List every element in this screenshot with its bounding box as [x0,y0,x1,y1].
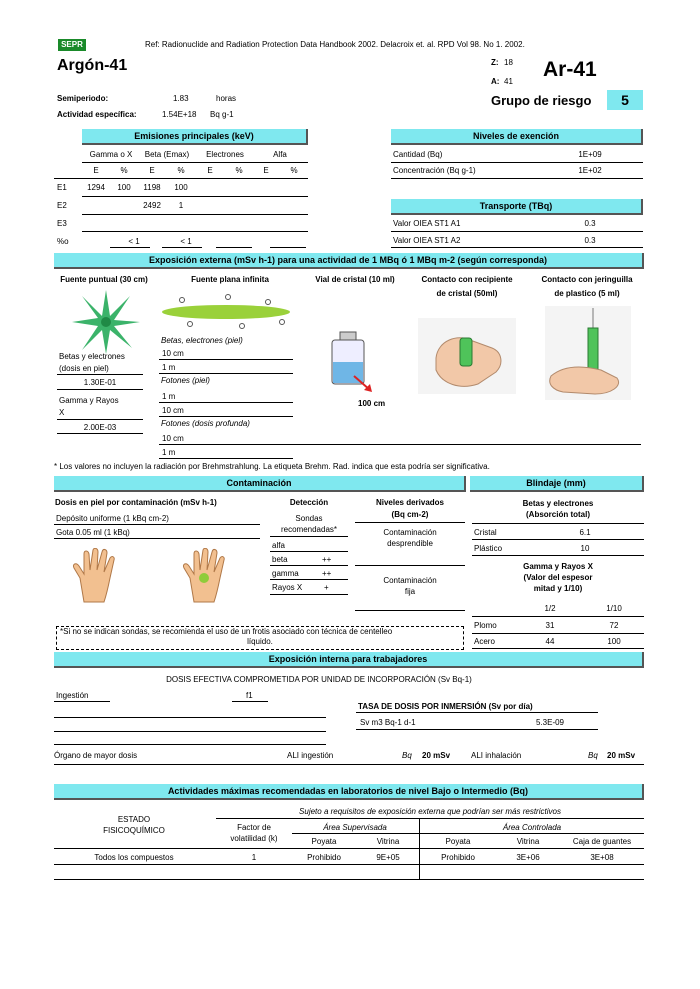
gamma-label: Gamma y Rayos [59,396,119,405]
col-glovebox: Caja de guantes [572,837,632,846]
probe-name: Rayos X [272,583,303,592]
uniform-deposit: Depósito uniforme (1 kBq cm-2) [56,514,169,523]
probes-title-sub: recomendadas* [280,525,338,534]
z-value: 18 [504,58,513,67]
col-vial: Vial de cristal (10 ml) [315,275,395,284]
state-value: Todos los compuestos [94,853,174,862]
labs-note: Sujeto a requisitos de exposición externa que podrían ser más restrictivos [299,807,561,816]
fixed-contamination: Contaminación [383,576,437,585]
shielding-title: Blindaje (mm) [470,476,644,492]
removable-contamination-sub: desprendible [387,539,433,548]
emission-cell: < 1 [180,237,192,246]
controlled-area: Área Controlada [502,823,562,832]
emission-cell: 100 [117,183,131,192]
probe-name: gamma [272,569,299,578]
half-life-unit: horas [216,94,237,103]
group-beta: Beta (Emax) [144,150,190,159]
half-value-header: 1/2 [544,604,556,613]
emission-cell: 1294 [87,183,105,192]
gamma-dose-value: 2.00E-03 [83,423,117,432]
point-source-icon [70,288,142,356]
distance-10cm: 10 cm [162,406,184,415]
sepr-logo: SEPR [58,39,86,51]
sub-e: E [149,166,155,175]
row-label: E1 [57,183,67,192]
col-vitrina: Vitrina [516,837,540,846]
plastic-value: 10 [580,544,590,553]
derived-levels-unit: (Bq cm-2) [391,510,429,519]
probe-value: + [324,583,329,592]
supervised-area: Área Supervisada [323,823,387,832]
transport-title: Transporte (TBq) [391,199,643,215]
state-header: ESTADO [117,815,151,824]
plane-source-icon [160,294,295,330]
probe-value: ++ [322,569,332,578]
group-electrons: Electrones [206,150,244,159]
transport-value: 0.3 [584,236,596,245]
plane-betas-label: Betas, electrones (piel) [161,336,243,345]
lab-value: Prohibido [307,853,341,862]
lead-label: Plomo [474,621,497,630]
detection-title: Detección [289,498,329,507]
crystal-value: 6.1 [579,528,591,537]
factor-value: 1 [251,853,257,862]
ali-inhalation-label: ALI inhalación [471,751,522,760]
hand-container-icon [418,318,516,394]
steel-tenth: 100 [607,637,621,646]
steel-label: Acero [474,637,495,646]
shield-beta-sub: (Absorción total) [526,510,590,519]
shield-gamma-sub: (Valor del espesor [523,573,593,582]
sub-e: E [207,166,213,175]
skin-dose-title: Dosis en piel por contaminación (mSv h-1) [55,498,217,507]
sub-e: E [93,166,99,175]
col-plane-source: Fuente plana infinita [191,275,269,284]
beta-label-sub: (dosis en piel) [59,364,109,373]
lab-value: Prohibido [441,853,475,862]
col-syringe: Contacto con jeringuilla [541,275,633,284]
risk-group-value: 5 [607,90,643,110]
nuclide-name: Argón-41 [57,57,128,74]
transport-value: 0.3 [584,219,596,228]
state-header-sub: FISICOQUÍMICO [103,826,165,835]
distance-1m: 1 m [162,448,176,457]
distance-1m: 1 m [162,392,176,401]
plastic-label: Plástico [474,544,503,553]
ingestion-label: Ingestión [56,691,89,700]
probe-name: alfa [272,541,285,550]
exemption-value: 1E+09 [578,150,602,159]
half-life-value: 1.83 [173,94,189,103]
probes-note: *Si no se indican sondas, se recomienda el uso de un frotis asociado con técnica de centelleo [60,627,393,636]
immersion-unit: Sv m3 Bq-1 d-1 [360,718,416,727]
immersion-value: 5.3E-09 [535,718,565,727]
steel-half: 44 [545,637,555,646]
vial-distance: 100 cm [358,399,386,408]
activity-value: 1.54E+18 [162,110,197,119]
shield-gamma-sub2: mitad y 1/10) [533,584,583,593]
beta-dose-value: 1.30E-01 [83,378,117,387]
shield-beta-title: Betas y electrones [522,499,594,508]
row-label: E2 [57,201,67,210]
hand-drop-icon [182,548,240,604]
exemption-value: 1E+02 [578,166,602,175]
gamma-label-sub: X [59,408,65,417]
sub-pct: % [120,166,128,175]
lead-tenth: 72 [609,621,619,630]
lab-value: 9E+05 [376,853,400,862]
emission-cell: 1 [178,201,184,210]
half-life-label: Semiperiodo: [57,94,109,103]
drop-deposit: Gota 0.05 ml (1 kBq) [56,528,130,537]
ali-inhalation-value: 20 mSv [607,751,636,760]
derived-levels-title: Niveles derivados [375,498,445,507]
distance-1m: 1 m [162,363,176,372]
group-gamma: Gamma o X [89,150,133,159]
distance-10cm: 10 cm [162,349,184,358]
f1-label: f1 [246,691,253,700]
internal-exposure-title: Exposición interna para trabajadores [54,652,644,668]
vial-icon [328,328,378,398]
transport-label: Valor OIEA ST1 A2 [393,236,461,245]
factor-header: Factor de [237,823,271,832]
emission-cell: 2492 [143,201,161,210]
sub-e: E [263,166,269,175]
ali-ingestion-unit: Bq [402,751,412,760]
emission-cell: 1198 [143,183,161,192]
distance-10cm: 10 cm [162,434,184,443]
transport-label: Valor OIEA ST1 A1 [393,219,461,228]
col-poyata: Poyata [311,837,337,846]
a-value: 41 [504,77,513,86]
tenth-value-header: 1/10 [606,604,622,613]
probe-name: beta [272,555,288,564]
fixed-contamination-sub: fija [404,587,416,596]
exemption-title: Niveles de exención [391,129,643,145]
contamination-title: Contaminación [54,476,466,492]
exemption-label: Cantidad (Bq) [393,150,443,159]
crystal-label: Cristal [474,528,497,537]
probes-note-sub: líquido. [247,637,273,646]
col-vitrina: Vitrina [376,837,400,846]
emission-cell: < 1 [128,237,140,246]
sub-pct: % [290,166,298,175]
sub-pct: % [177,166,185,175]
external-note: * Los valores no incluyen la radiación por Brehmstrahlung. La etiqueta Brehm. Rad. indica que esta podría ser significativa. [54,462,490,471]
removable-contamination: Contaminación [383,528,437,537]
col-syringe-sub: de plastico (5 ml) [554,289,620,298]
syringe-icon [545,306,631,400]
plane-photons-deep-label: Fotones (dosis profunda) [161,419,250,428]
critical-organ-label: Órgano de mayor dosis [54,751,138,760]
risk-label: Grupo de riesgo [491,93,592,108]
col-container: Contacto con recipiente [421,275,513,284]
lead-half: 31 [545,621,555,630]
col-poyata: Poyata [445,837,471,846]
row-label: %o [57,237,69,246]
exemption-label: Concentración (Bq g-1) [393,166,476,175]
col-point-source: Fuente puntual (30 cm) [60,275,148,284]
activity-label: Actividad específica: [57,110,137,119]
internal-subtitle: DOSIS EFECTIVA COMPROMETIDA POR UNIDAD DE INCORPORACIÓN (Sv Bq-1) [166,675,472,684]
ali-ingestion-label: ALI ingestión [287,751,334,760]
sub-pct: % [235,166,243,175]
a-label: A: [491,77,500,86]
col-container-sub: de cristal (50ml) [436,289,498,298]
emission-cell: 100 [174,183,188,192]
labs-title: Actividades máximas recomendadas en laboratorios de nivel Bajo o Intermedio (Bq) [54,784,644,800]
group-alpha: Alfa [273,150,287,159]
factor-header-sub: volatilidad (k) [230,834,278,843]
probe-value: ++ [322,555,332,564]
row-label: E3 [57,219,67,228]
beta-label: Betas y electrones [59,352,125,361]
lab-value: 3E+06 [516,853,540,862]
hand-uniform-icon [72,548,130,604]
immersion-title: TASA DE DOSIS POR INMERSIÓN (Sv por día) [358,702,533,711]
nuclide-symbol: Ar-41 [543,58,597,81]
plane-photons-skin-label: Fotones (piel) [161,376,210,385]
probes-title: Sondas [295,514,323,523]
reference-text: Ref: Radionuclide and Radiation Protection Data Handbook 2002. Delacroix et. al. RPD Vol 98. No 1. 2002. [145,40,525,49]
z-label: Z: [491,58,499,67]
emissions-title: Emisiones principales (keV) [82,129,308,145]
shield-gamma-title: Gamma y Rayos X [523,562,593,571]
ali-inhalation-unit: Bq [588,751,598,760]
activity-unit: Bq g-1 [210,110,234,119]
external-exposure-title: Exposición externa (mSv h-1) para una actividad de 1 MBq ó 1 MBq m-2 (según corresponda) [54,253,644,269]
ali-ingestion-value: 20 mSv [422,751,451,760]
lab-value: 3E+08 [590,853,614,862]
